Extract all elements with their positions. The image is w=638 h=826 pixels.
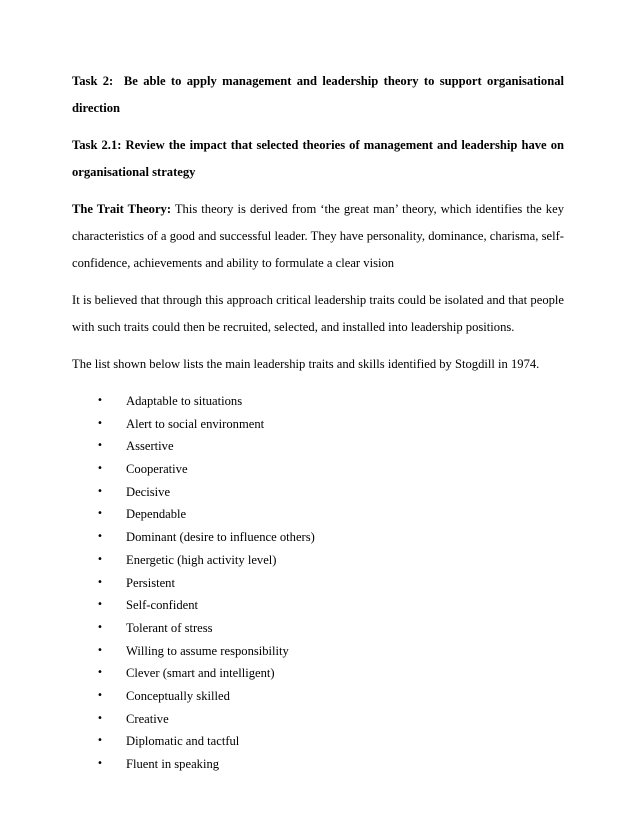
list-item	[72, 594, 564, 617]
list-item-text: Adaptable to situations	[126, 394, 243, 408]
list-item-text: Energetic (high activity level)	[126, 552, 277, 567]
list-item	[72, 685, 564, 708]
list-item	[72, 526, 564, 549]
bullet-icon: •	[97, 463, 103, 475]
belief-paragraph: It is believed that through this approach critical leadership traits could be isolated and that people with such traits could then be recruited, selected, and installed into leadership positions.	[72, 293, 564, 334]
list-item-text: Clever (smart and intelligent)	[126, 666, 275, 681]
trait-theory-paragraph	[72, 196, 564, 277]
list-item-text: Dependable	[126, 507, 187, 522]
list-item-text: Dominant (desire to influence others)	[126, 530, 315, 545]
bullet-icon: •	[97, 689, 103, 701]
list-item	[72, 413, 564, 436]
bullet-icon: •	[97, 508, 103, 520]
list-item-text: Conceptually skilled	[126, 688, 230, 703]
list-item	[72, 640, 564, 663]
document-page	[72, 68, 564, 776]
task-2-1-heading: Task 2.1: Review the impact that selected theories of management and leadership have on organisational strategy	[72, 138, 564, 179]
list-item	[72, 481, 564, 504]
list-item	[72, 390, 564, 413]
list-item	[72, 458, 564, 481]
list-item	[72, 730, 564, 753]
bullet-icon: •	[97, 417, 103, 429]
bullet-icon: •	[97, 599, 103, 611]
list-item	[72, 435, 564, 458]
list-item-text: Decisive	[126, 484, 171, 499]
list-intro-paragraph: The list shown below lists the main leadership traits and skills identified by Stogdill in 1974.	[72, 357, 540, 371]
list-item-text: Fluent in speaking	[126, 757, 220, 771]
bullet-icon: •	[97, 735, 103, 747]
task-2-label: Task 2:	[72, 74, 114, 88]
list-item	[72, 503, 564, 526]
bullet-icon: •	[97, 712, 103, 724]
trait-theory-text: This theory is derived from ‘the great man’ theory, which identifies the key characteristics of a good and successful leader. They have personality, dominance, charisma, self-confidence, achievements and ability to formulate a clear vision	[72, 202, 564, 270]
list-item-text: Self-confident	[126, 598, 199, 613]
list-item	[72, 753, 564, 776]
list-item	[72, 617, 564, 640]
trait-theory-title: The Trait Theory:	[72, 202, 172, 216]
traits-list	[72, 390, 564, 776]
list-item	[72, 572, 564, 595]
list-item	[72, 662, 564, 685]
list-item-text: Cooperative	[126, 462, 188, 477]
bullet-icon: •	[97, 485, 103, 497]
list-item-text: Persistent	[126, 575, 175, 590]
bullet-icon: •	[97, 758, 103, 769]
task-2-text: Be able to apply management and leadership theory to support organisational direction	[72, 74, 565, 115]
bullet-icon: •	[97, 644, 103, 656]
bullet-icon: •	[97, 576, 103, 588]
bullet-icon: •	[97, 440, 103, 452]
list-item-text: Willing to assume responsibility	[126, 643, 289, 658]
list-item-text: Tolerant of stress	[126, 620, 213, 635]
list-item-text: Creative	[126, 711, 169, 726]
list-item	[72, 708, 564, 731]
bullet-icon: •	[97, 531, 103, 543]
list-item-text: Diplomatic and tactful	[126, 734, 240, 749]
bullet-icon: •	[97, 395, 103, 406]
bullet-icon: •	[97, 621, 103, 633]
list-item	[72, 549, 564, 572]
bullet-icon: •	[97, 553, 103, 565]
list-item-text: Assertive	[126, 439, 174, 454]
bullet-icon: •	[97, 667, 103, 679]
task-2-heading	[72, 68, 564, 122]
list-item-text: Alert to social environment	[126, 416, 265, 431]
